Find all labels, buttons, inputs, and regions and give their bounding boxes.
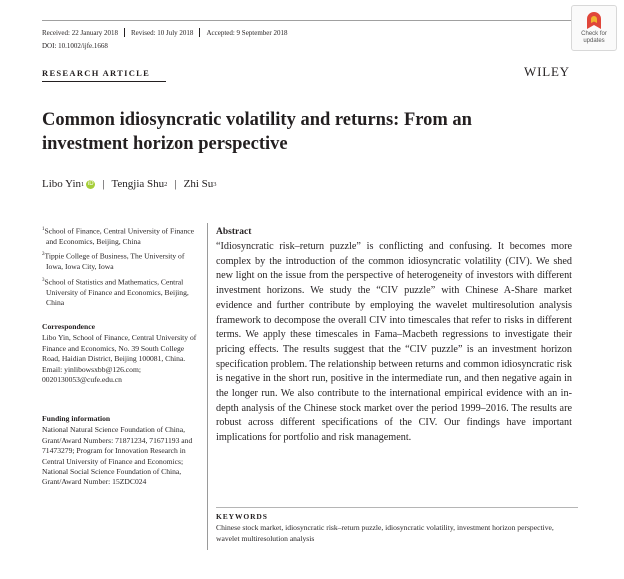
revised-date: Revised: 10 July 2018 — [131, 28, 194, 37]
article-title: Common idiosyncratic volatility and returns: From an investment horizon perspective — [42, 110, 472, 154]
affiliation-text: School of Statistics and Mathematics, Central University of Finance and Economics, Beijing, China — [44, 277, 189, 308]
author-name[interactable]: Libo Yin — [42, 178, 82, 190]
author-sup: 3 — [213, 180, 217, 188]
funding-info — [42, 414, 202, 488]
top-rule — [42, 20, 582, 21]
check-for-updates-icon — [583, 9, 605, 31]
affiliation — [42, 250, 202, 272]
keywords-text: Chinese stock market, idiosyncratic risk–return puzzle, idiosyncratic volatility, investment horizon perspective, wavelet multiresolution analysis — [216, 523, 554, 543]
correspondence-text: Libo Yin, School of Finance, Central University of Finance and Economics, No. 39 South College Road, Haidian District, Beijing 100081, China. Email: yinlibowsxbb@126.com; 0020130053@cufe.edu.cn — [42, 333, 197, 385]
correspondence-heading: Correspondence — [42, 322, 96, 331]
affiliation-text: Tippie College of Business, The University of Iowa, Iowa City, Iowa — [44, 251, 185, 272]
affiliation — [42, 276, 202, 309]
author-name[interactable]: Tengjia Shu — [111, 178, 165, 190]
affiliations — [42, 225, 202, 311]
keywords-rule — [216, 507, 578, 508]
article-dates — [42, 28, 288, 37]
author-name[interactable]: Zhi Su — [183, 178, 214, 190]
accepted-date: Accepted: 9 September 2018 — [206, 28, 288, 37]
author-sup: 1 — [81, 180, 85, 188]
orcid-icon[interactable]: iD — [87, 180, 94, 187]
affiliation-sup: 1 — [42, 227, 45, 232]
section-rule — [42, 81, 166, 82]
author-separator: | — [102, 178, 105, 190]
badge-line-1: Check for — [581, 31, 607, 37]
badge-line-2: updates — [583, 38, 605, 44]
funding-text: National Natural Science Foundation of China, Grant/Award Numbers: 71871234, 71671193 and 71473279; Program for Innovation Research in Central University of Finance and Economics; National Social Science Foundation of China, Grant/Award Number: 15ZDC024 — [42, 425, 193, 487]
affiliation-sup: 3 — [42, 277, 45, 283]
affiliation — [42, 225, 202, 247]
author-separator: | — [174, 178, 177, 190]
keywords-heading: KEYWORDS — [216, 512, 268, 521]
affiliation-sup: 2 — [42, 252, 45, 258]
divider — [199, 28, 200, 37]
check-for-updates-button[interactable] — [571, 5, 617, 51]
author-sup: 2 — [164, 180, 168, 188]
section-label: RESEARCH ARTICLE — [42, 68, 151, 78]
publisher-logo: WILEY — [524, 64, 570, 79]
funding-heading: Funding information — [42, 414, 111, 423]
abstract-text: “Idiosyncratic risk–return puzzle” is conflicting and confusing. It becomes more complex by the introduction of the common idiosyncratic volatility (CIV). We shed new light on the issue from the perspective of heterogeneity of investors with different investment horizons. We study the “CIV puzzle” with Chinese A-Share market evidence and further contribute by employing the wavelet multiresolution analysis framework to decompose the overall CIV into timescales that refer to risks in different terms. We apply these timescales in Fama–Macbeth regressions to investigate their pricing effects. The results suggest that the “CIV puzzle” is an investment horizon specification problem. The relationship between returns and common idiosyncratic risk is negative in the short run, positive in the intermediate run, and then negative again in the longer run. We also contribute to the international empirical evidence with an in-depth analysis of the Chinese stock market over the period 1999–2016. The results are robust across different specifications of the CIV. Our findings have important implications for portfolio and risk management. — [216, 241, 572, 444]
divider — [124, 28, 125, 37]
affiliation-text: School of Finance, Central University of Finance and Economics, Beijing, China — [44, 226, 195, 246]
abstract-heading: Abstract — [216, 227, 252, 237]
doi[interactable]: DOI: 10.1002/ijfe.1668 — [42, 42, 108, 50]
correspondence — [42, 322, 202, 385]
received-date: Received: 22 January 2018 — [42, 28, 119, 37]
author-list — [42, 178, 217, 190]
